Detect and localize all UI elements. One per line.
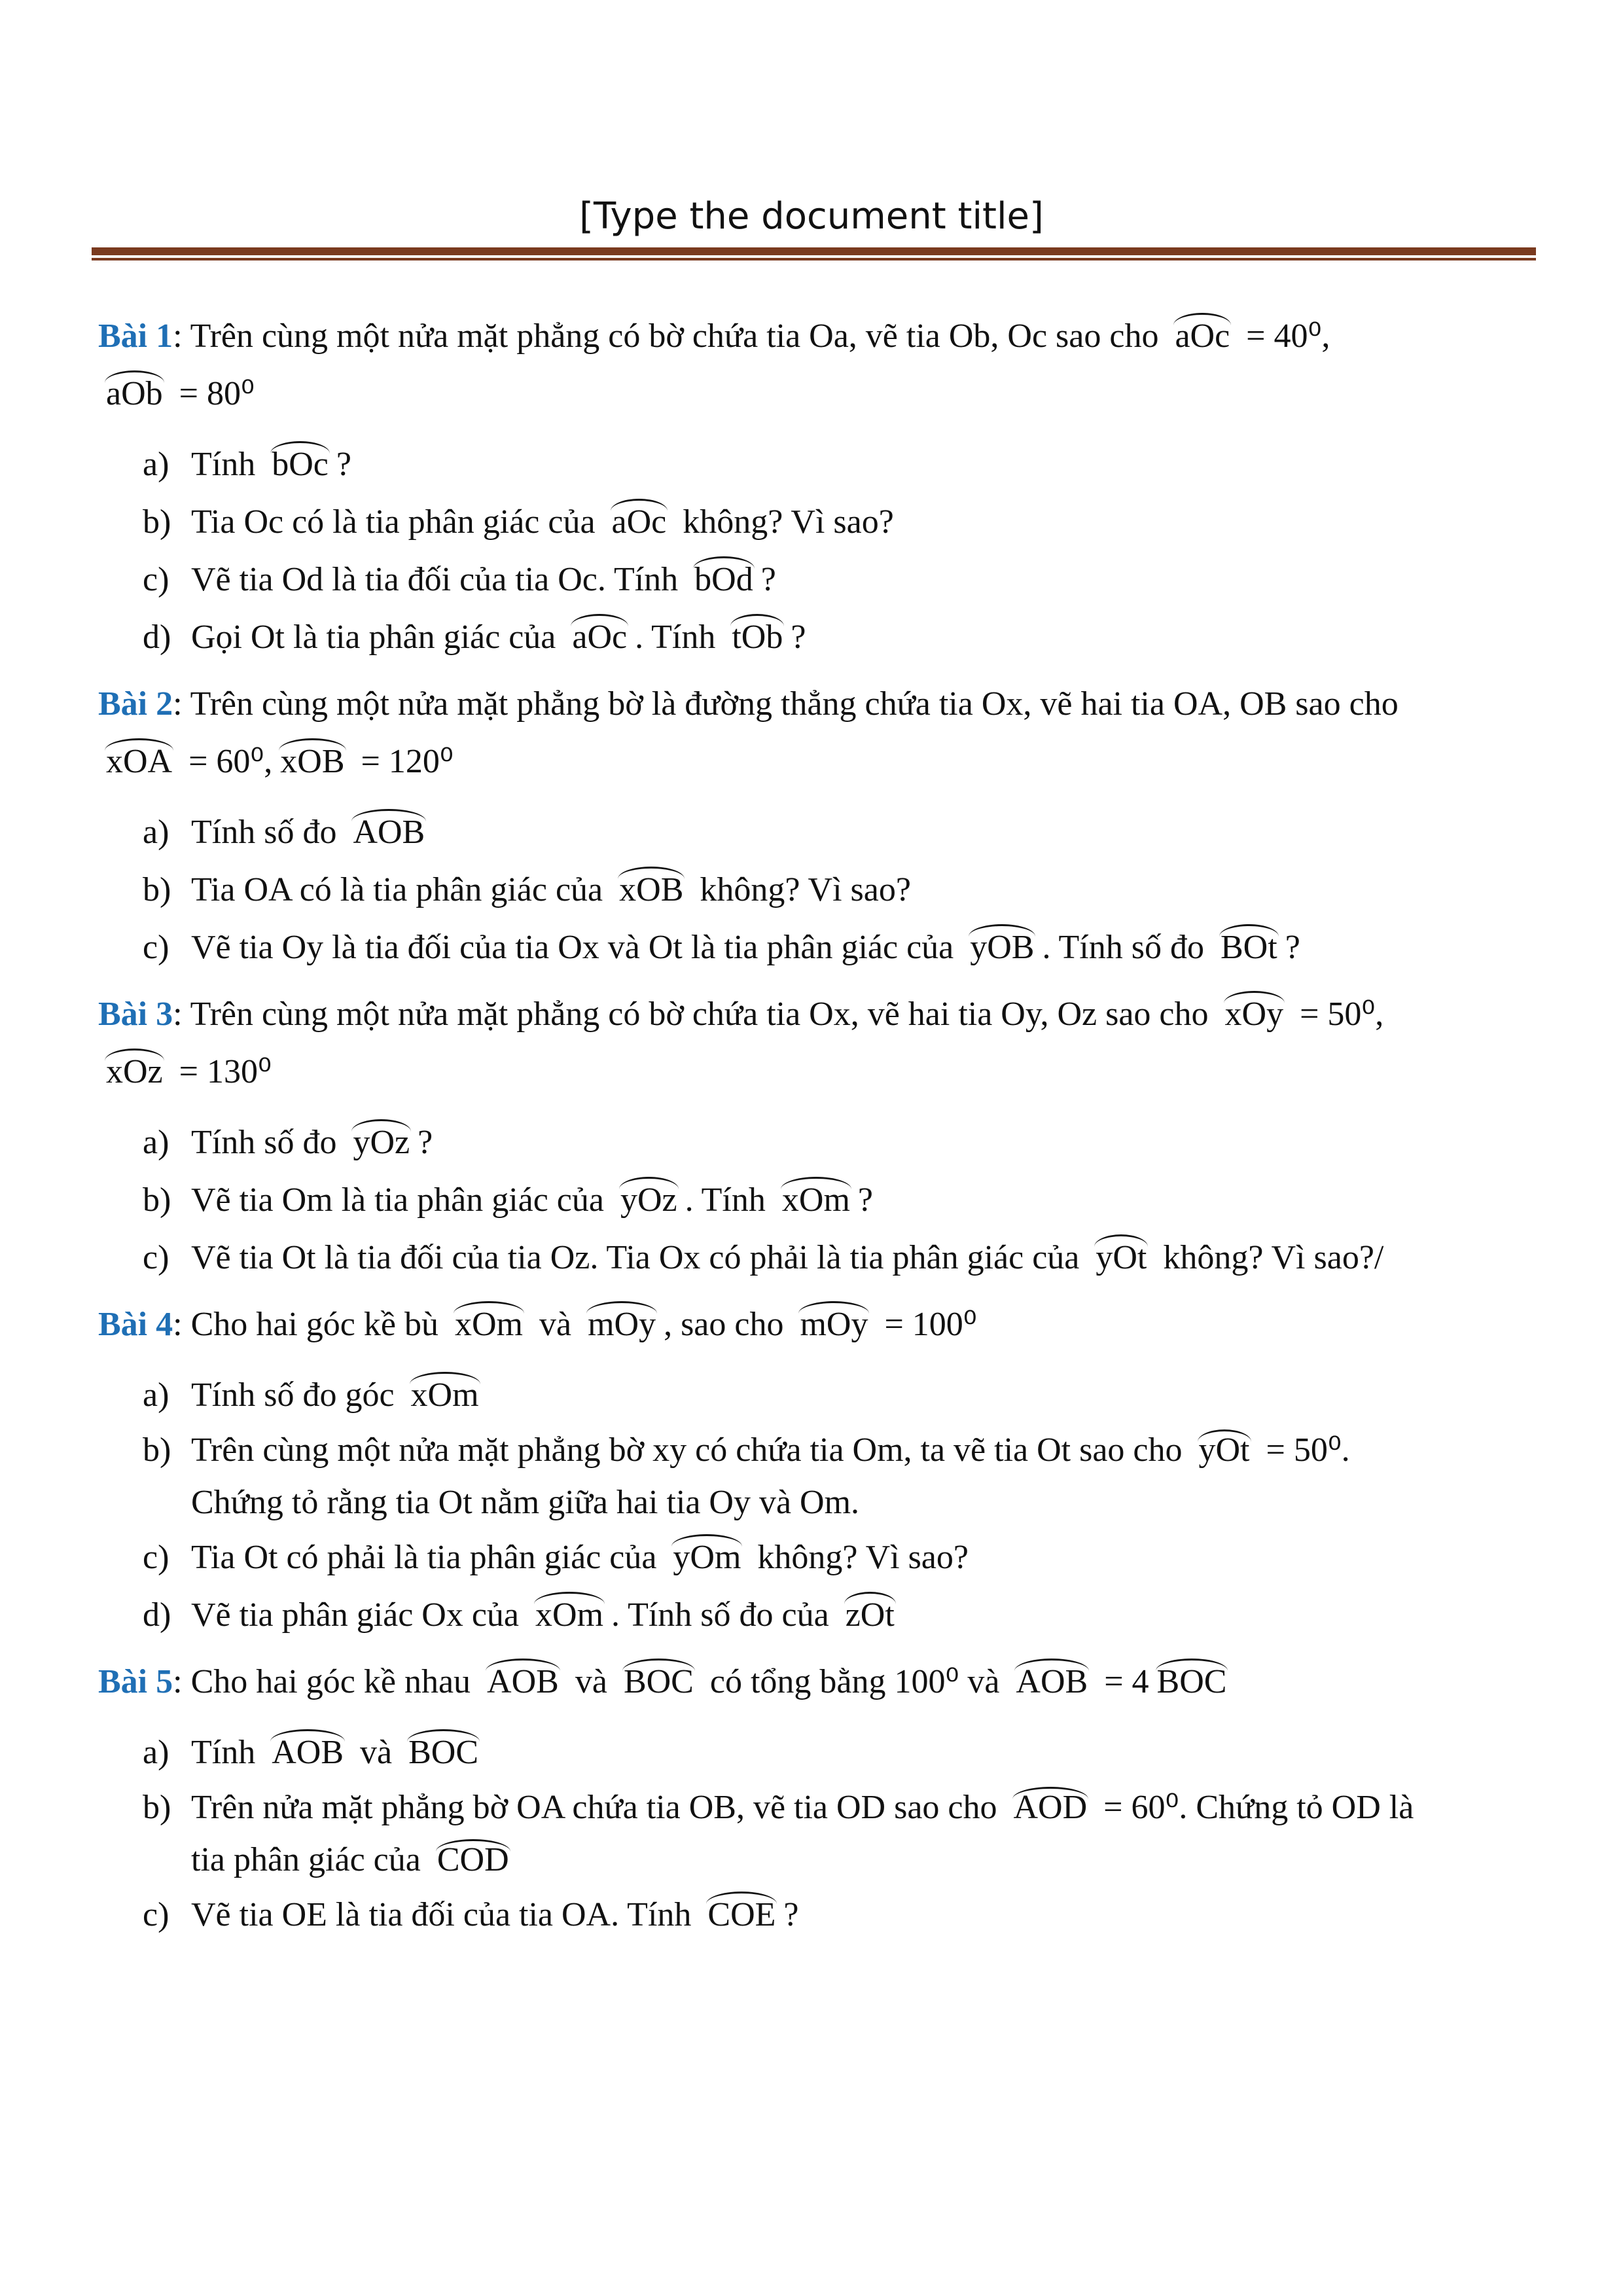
angle: yOB bbox=[967, 919, 1037, 977]
angle: COD bbox=[435, 1834, 512, 1886]
angle: bOc bbox=[269, 436, 331, 493]
question: c) Vẽ tia Ot là tia đối của tia Oz. Tia Ox có phải là tia phân giác của yOt không? Vì sao?/ bbox=[98, 1229, 1538, 1287]
angle: AOB bbox=[350, 804, 427, 861]
problem-stem: Bài 4: Cho hai góc kề bù xOm và mOy , sao cho mOy = 100⁰ bbox=[98, 1296, 1538, 1354]
question: c) Vẽ tia Oy là tia đối của tia Ox và Ot là tia phân giác của yOB . Tính số đo BOt ? bbox=[98, 919, 1538, 977]
angle: xOA bbox=[103, 733, 175, 791]
angle: AOB bbox=[484, 1653, 562, 1711]
document-body bbox=[98, 308, 1538, 1953]
angle: mOy bbox=[585, 1296, 658, 1354]
question: b) Tia Oc có là tia phân giác của aOc không? Vì sao? bbox=[98, 493, 1538, 551]
angle: bOd bbox=[692, 551, 756, 609]
angle: COE bbox=[705, 1886, 778, 1944]
angle: aOb bbox=[103, 365, 166, 423]
angle: AOB bbox=[1013, 1653, 1090, 1711]
question: a) Tính số đo AOB bbox=[98, 804, 1538, 861]
angle: BOC bbox=[621, 1653, 696, 1711]
angle: yOt bbox=[1196, 1424, 1253, 1477]
angle: aOc bbox=[1172, 308, 1232, 365]
header-divider bbox=[92, 247, 1536, 255]
angle: yOt bbox=[1093, 1229, 1149, 1287]
problem-3: Bài 3: Trên cùng một nửa mặt phẳng có bờ chứa tia Ox, vẽ hai tia Oy, Oz sao cho xOy = 50⁰, xOz = 130⁰ a) Tính số đo yOz ? b) Vẽ tia Om là tia phân giác của yOz . Tính xOm ? c) Vẽ tia Ot là tia đối của tia Oz. Tia Ox có phải là tia phân giác của yOt không? Vì sao?/ bbox=[98, 986, 1538, 1287]
question: d) Gọi Ot là tia phân giác của aOc . Tính tOb ? bbox=[98, 609, 1538, 666]
angle: zOt bbox=[843, 1587, 897, 1644]
question: c) Tia Ot có phải là tia phân giác của yOm không? Vì sao? bbox=[98, 1529, 1538, 1587]
angle: aOc bbox=[609, 493, 669, 551]
question: a) Tính số đo góc xOm bbox=[98, 1367, 1538, 1424]
angle: xOB bbox=[616, 861, 686, 919]
header-divider-thin bbox=[92, 258, 1536, 260]
question: b) Trên cùng một nửa mặt phẳng bờ xy có chứa tia Om, ta vẽ tia Ot sao cho yOt = 50⁰. Chứng tỏ rằng tia Ot nằm giữa hai tia Oy và Om. bbox=[98, 1424, 1538, 1529]
problem-label: Bài 2 bbox=[98, 685, 173, 723]
angle: AOB bbox=[269, 1724, 346, 1782]
angle: xOz bbox=[103, 1043, 166, 1101]
question: a) Tính bOc ? bbox=[98, 436, 1538, 493]
angle: yOm bbox=[670, 1529, 743, 1587]
problem-label: Bài 4 bbox=[98, 1306, 173, 1343]
question: a) Tính AOB và BOC bbox=[98, 1724, 1538, 1782]
angle: xOy bbox=[1222, 986, 1287, 1043]
question: c) Vẽ tia OE là tia đối của tia OA. Tính COE ? bbox=[98, 1886, 1538, 1944]
angle: xOB bbox=[277, 733, 347, 791]
problem-label: Bài 1 bbox=[98, 317, 173, 355]
angle: yOz bbox=[618, 1172, 680, 1229]
problem-4 bbox=[98, 1296, 1538, 1644]
problem-label: Bài 3 bbox=[98, 996, 173, 1033]
angle: aOc bbox=[569, 609, 630, 666]
angle: xOm bbox=[408, 1367, 482, 1424]
question: b) Tia OA có là tia phân giác của xOB không? Vì sao? bbox=[98, 861, 1538, 919]
problem-label: Bài 5 bbox=[98, 1663, 173, 1700]
question: c) Vẽ tia Od là tia đối của tia Oc. Tính bOd ? bbox=[98, 551, 1538, 609]
problem-1: Bài 1: Trên cùng một nửa mặt phẳng có bờ chứa tia Oa, vẽ tia Ob, Oc sao cho aOc = 40⁰, aOb = 80⁰ a) Tính bOc ? b) Tia Oc có là tia phân giác của aOc không? Vì sao? c) Vẽ tia Od là tia đối của tia Oc. Tính bOd ? d) Gọi Ot là tia phân giác của aOc . Tính tOb ? bbox=[98, 308, 1538, 666]
angle: BOt bbox=[1218, 919, 1280, 977]
angle: BOC bbox=[1154, 1653, 1230, 1711]
angle: mOy bbox=[797, 1296, 870, 1354]
problem-stem: Bài 5: Cho hai góc kề nhau AOB và BOC có tổng bằng 100⁰ và AOB = 4 BOC bbox=[98, 1653, 1538, 1711]
angle: xOm bbox=[779, 1172, 853, 1229]
angle: xOm bbox=[452, 1296, 526, 1354]
angle: xOm bbox=[533, 1587, 606, 1644]
question: b) Vẽ tia Om là tia phân giác của yOz . Tính xOm ? bbox=[98, 1172, 1538, 1229]
angle: tOb bbox=[729, 609, 785, 666]
document-title: [Type the document title] bbox=[579, 195, 1044, 238]
problem-stem: Bài 1: Trên cùng một nửa mặt phẳng có bờ chứa tia Oa, vẽ tia Ob, Oc sao cho aOc = 40⁰, bbox=[98, 308, 1538, 365]
problem-2: Bài 2: Trên cùng một nửa mặt phẳng bờ là đường thẳng chứa tia Ox, vẽ hai tia OA, OB sao cho xOA = 60⁰, xOB = 120⁰ a) Tính số đo AOB b) Tia OA có là tia phân giác của xOB không? Vì sao? c) Vẽ tia Oy là tia đối của tia Ox và Ot là tia phân giác của yOB . Tính số đo BOt ? bbox=[98, 675, 1538, 977]
angle: BOC bbox=[406, 1724, 481, 1782]
question: b) Trên nửa mặt phẳng bờ OA chứa tia OB, vẽ tia OD sao cho AOD = 60⁰. Chứng tỏ OD là tia phân giác của COD bbox=[98, 1782, 1538, 1886]
problem-stem: Bài 3: Trên cùng một nửa mặt phẳng có bờ chứa tia Ox, vẽ hai tia Oy, Oz sao cho xOy = 50⁰, bbox=[98, 986, 1538, 1043]
problem-stem: Bài 2: Trên cùng một nửa mặt phẳng bờ là đường thẳng chứa tia Ox, vẽ hai tia OA, OB sao cho bbox=[98, 685, 1399, 723]
question: a) Tính số đo yOz ? bbox=[98, 1114, 1538, 1172]
angle: AOD bbox=[1011, 1782, 1090, 1834]
question: d) Vẽ tia phân giác Ox của xOm . Tính số đo của zOt bbox=[98, 1587, 1538, 1644]
angle: yOz bbox=[350, 1114, 412, 1172]
problem-5 bbox=[98, 1653, 1538, 1944]
